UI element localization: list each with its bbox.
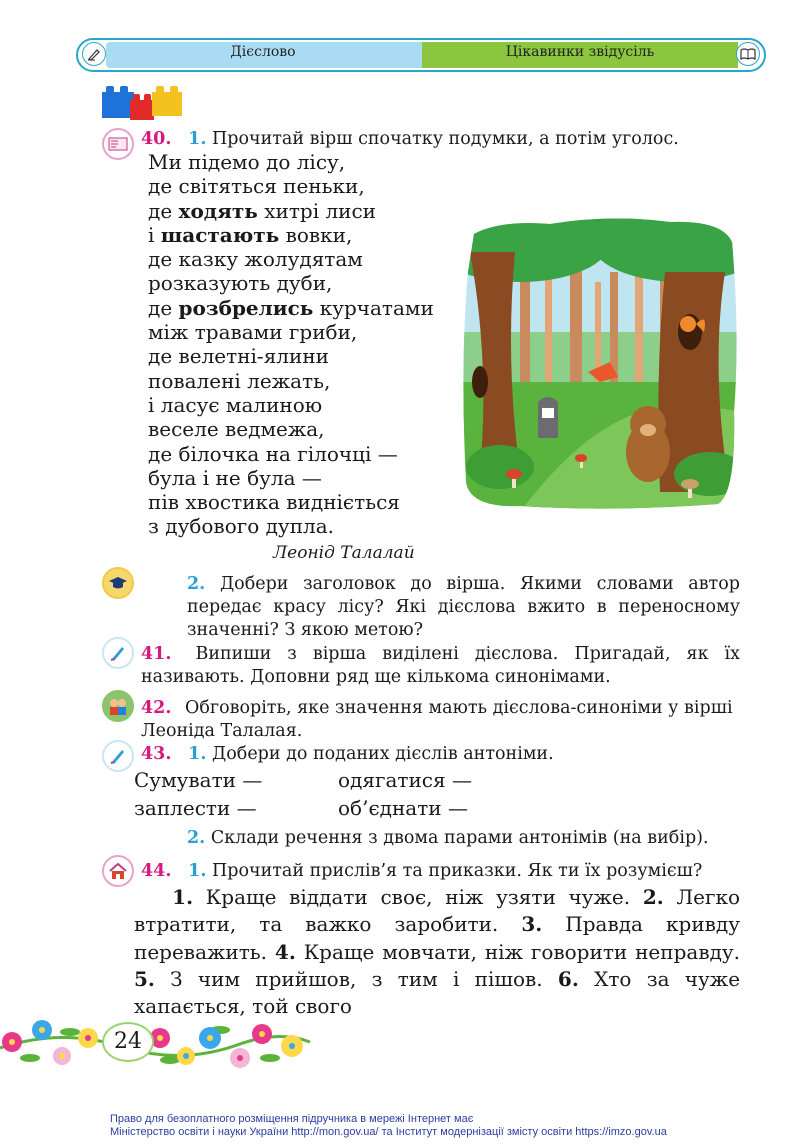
poem-text: була і не була — <box>148 465 322 490</box>
poem-text: де казку жолудятам <box>148 247 363 272</box>
task-text: Обговоріть, яке значення мають дієслова-синоніми у вірші Леоніда Талалая. <box>141 698 733 741</box>
proverb-text: Краще віддати своє, ніж узяти чуже. <box>205 885 631 909</box>
poem-line <box>148 417 434 441</box>
read-icon <box>102 128 134 160</box>
poem-line <box>148 223 434 247</box>
proverb-text: Легко втратити, та важко заробити. <box>134 885 741 937</box>
poem-text: і <box>148 222 161 247</box>
subtask-text: Склади речення з двома парами антонімів (на вибір). <box>210 828 709 848</box>
task-40-instruction <box>141 128 679 151</box>
flower-garland <box>0 1008 320 1078</box>
header-right-title: Цікавинки звідусіль <box>505 44 655 60</box>
highlighted-verb: шастають <box>160 222 280 247</box>
task-42 <box>141 697 740 743</box>
highlighted-verb: розбрелись <box>178 295 314 320</box>
proverb-number: 6. <box>557 966 579 991</box>
forest-illustration <box>460 212 740 512</box>
instruction-text: Прочитай вірш спочатку подумки, а потім уголос. <box>212 129 679 149</box>
antonym-word: одягатися — <box>338 768 472 792</box>
pencil-icon <box>82 42 106 66</box>
poem-text: хитрі лиси <box>257 198 377 223</box>
poem-text: де білочка на гілочці — <box>148 441 398 466</box>
footer-line: Міністерство освіти і науки України http://mon.gov.ua/ та Інститут модернізації змісту освіти https://imzo.gov.ua <box>110 1126 667 1138</box>
task-number: 41. <box>141 644 172 664</box>
poem-line <box>148 150 434 174</box>
task-43-instruction <box>141 743 554 766</box>
proverb-text: Хто за чуже хапається, той свого <box>134 966 741 1019</box>
footer-line: Право для безоплатного розміщення підручника в мережі Інтернет має <box>110 1113 474 1125</box>
book-icon <box>736 42 760 66</box>
building-blocks-icon <box>100 82 186 122</box>
task-41 <box>141 643 740 689</box>
writing-icon <box>102 637 134 669</box>
instruction-text: Прочитай прислів’я та приказки. Як ти їх розумієш? <box>212 861 703 881</box>
proverb-text: Краще мовчати, ніж говорити неправду. <box>303 939 741 964</box>
proverb-number: 1. <box>172 885 194 909</box>
page-number: 24 <box>102 1022 154 1062</box>
poem-line <box>148 466 434 490</box>
poem-text: вовки, <box>279 222 353 247</box>
antonym-word: заплести — <box>134 796 257 820</box>
task-40-2 <box>187 573 740 642</box>
task-number: 42. <box>141 698 172 718</box>
proverb-text: З чим прийшов, з тим і пішов. <box>170 966 543 991</box>
page-header <box>76 38 766 72</box>
poem-text: і ласує малиною <box>148 392 323 417</box>
antonym-word: Сумувати — <box>134 768 263 792</box>
footer-copyright <box>110 1113 667 1139</box>
subtask-text: Добери заголовок до вірша. Якими словами автор передає красу лісу? Які дієслова вжито в переносному значенні? З якою метою? <box>187 574 740 640</box>
highlighted-verb: ходять <box>178 198 258 223</box>
poem-text: де світяться пеньки, <box>148 174 365 199</box>
task-44-instruction <box>141 860 702 883</box>
task-number: 40. <box>141 129 172 149</box>
task-43-2 <box>187 827 709 850</box>
task-number: 44. <box>141 861 172 881</box>
poem-text: де велетні-ялини <box>148 344 330 369</box>
poem-line <box>148 247 434 271</box>
poem-line <box>148 271 434 295</box>
instruction-text: Добери до поданих дієслів антоніми. <box>212 744 554 764</box>
poem-author: Леонід Талалай <box>273 543 415 563</box>
proverb-text: Правда кривду переважить. <box>134 912 740 964</box>
poem-line <box>148 296 434 320</box>
home-icon <box>102 855 134 887</box>
poem-text: де <box>148 198 179 223</box>
poem-line <box>148 393 434 417</box>
poem-text: між травами гриби, <box>148 320 358 345</box>
subtask-number: 1. <box>188 861 207 881</box>
poem-line <box>148 442 434 466</box>
task-number: 43. <box>141 744 172 764</box>
poem-text: веселе ведмежа, <box>148 417 325 442</box>
poem-line <box>148 199 434 223</box>
graduation-cap-icon <box>102 567 134 599</box>
subtask-number: 2. <box>187 828 206 848</box>
poem-line <box>148 174 434 198</box>
poem-line <box>148 320 434 344</box>
poem-text: розказують дуби, <box>148 271 333 296</box>
poem-line <box>148 490 434 514</box>
subtask-number: 1. <box>188 129 207 149</box>
header-left-title: Дієслово <box>230 44 296 60</box>
proverb-number: 2. <box>642 885 664 909</box>
poem-text: курчатами <box>313 295 434 320</box>
poem-text: пів хвостика видніється <box>148 490 400 515</box>
poem-line <box>148 344 434 368</box>
task-text: Випиши з вірша виділені дієслова. Пригадай, як їх називають. Доповни ряд ще кількома синонімами. <box>141 644 740 687</box>
proverb-number: 4. <box>274 939 296 964</box>
subtask-number: 2. <box>187 574 206 594</box>
poem <box>148 150 434 539</box>
poem-text: повалені лежать, <box>148 368 331 393</box>
poem-line <box>148 369 434 393</box>
subtask-number: 1. <box>188 744 207 764</box>
poem-text: де <box>148 295 179 320</box>
poem-text: Ми підемо до лісу, <box>148 150 346 174</box>
poem-line <box>148 514 434 538</box>
proverb-number: 5. <box>134 966 155 991</box>
discussion-icon <box>102 690 134 722</box>
proverbs-list <box>134 884 740 1020</box>
poem-text: з дубового дупла. <box>148 514 335 539</box>
proverb-number: 3. <box>521 912 543 937</box>
antonym-word: об’єднати — <box>338 796 468 820</box>
writing-icon <box>102 740 134 772</box>
